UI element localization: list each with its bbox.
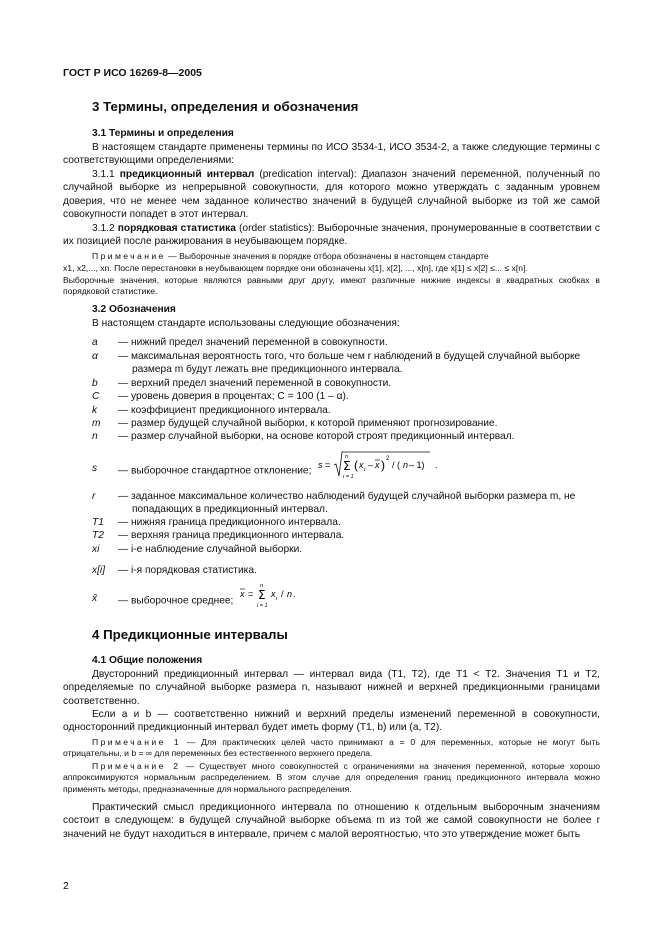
- symbol-r: r: [92, 491, 96, 502]
- svg-text:s: s: [318, 460, 323, 470]
- note-1-label: Примечание 1: [92, 737, 182, 747]
- term-3-1-1-number: 3.1.1: [92, 169, 115, 180]
- svg-text:x: x: [271, 589, 276, 599]
- svg-text:=: =: [248, 589, 254, 599]
- symbol-x-order: x[i]: [92, 565, 106, 576]
- symbol-c-definition: — уровень доверия в процентах; C = 100 (1 – α).: [118, 391, 349, 402]
- symbol-xi: xi: [92, 544, 100, 555]
- svg-text:/ (: / (: [392, 460, 401, 470]
- note-label: Примечание: [92, 251, 166, 261]
- note-text-2: x1, x2,..., xn. После перестановки в неубывающем порядке они обозначены x[1], x[2], ..., x[n], где x[1] ≤ x[2] ≤... ≤ x[n].: [63, 263, 528, 273]
- svg-text:.: .: [293, 589, 296, 599]
- symbol-n-definition: — размер случайной выборки, на основе которой строят предикционный интервал.: [118, 431, 515, 442]
- svg-text:2: 2: [386, 456, 390, 462]
- svg-text:.: .: [435, 460, 438, 470]
- symbol-alpha: α: [92, 351, 98, 362]
- std-dev-formula: [318, 450, 448, 480]
- note-2-text: — Существует много совокупностей с ограничениями на значения переменной, которые хорошо аппроксимируются нормальным распределением. В этом случае для определения границ предикционного интервала можно применять методы, предназначенные для нормального распределения.: [63, 761, 600, 794]
- paragraph-two-sided-interval: Двусторонний предикционный интервал — интервал вида (T1, T2), где T1 < T2. Значения T1 и T2, определяемые по случайной выборке размера n, называют нижней и верхней предикционными границами соответственно.: [63, 669, 600, 707]
- note-2-label: Примечание 2: [92, 761, 181, 771]
- svg-text:x: x: [375, 460, 380, 470]
- svg-text:n: n: [403, 460, 409, 470]
- svg-text:i = 1: i = 1: [343, 474, 354, 480]
- symbol-b-definition: — верхний предел значений переменной в совокупности.: [118, 378, 392, 389]
- term-3-1-1: [63, 168, 600, 222]
- section-4-title: 4 Предикционные интервалы: [92, 627, 288, 642]
- svg-text:–: –: [368, 460, 374, 470]
- section-3-1-title: 3.1 Термины и определения: [92, 128, 234, 139]
- symbol-a: a: [92, 337, 98, 348]
- symbol-k: k: [92, 405, 98, 416]
- symbol-x-mean: x̄: [92, 593, 98, 604]
- section-3-1-intro: В настоящем стандарте применены термины по ИСО 3534-1, ИСО 3534-2, а также следующие термины с соответствующими определениями:: [63, 142, 600, 167]
- section-3-title: 3 Термины, определения и обозначения: [92, 99, 359, 114]
- svg-text:=: =: [325, 460, 331, 470]
- section-3-2-intro: В настоящем стандарте использованы следующие обозначения:: [92, 318, 400, 329]
- symbol-x-order-definition: — i-я порядковая статистика.: [118, 565, 257, 576]
- svg-text:n: n: [260, 583, 264, 589]
- svg-text:– 1): – 1): [409, 460, 425, 470]
- note-1: [63, 737, 600, 760]
- symbol-m: m: [92, 418, 101, 429]
- term-3-1-2-number: 3.1.2: [92, 223, 115, 234]
- symbol-a-definition: — нижний предел значений переменной в совокупности.: [118, 337, 388, 348]
- term-3-1-2: [63, 222, 600, 249]
- symbol-c: C: [92, 391, 100, 402]
- svg-text:i: i: [364, 467, 366, 473]
- symbol-xi-definition: — i-е наблюдение случайной выборки.: [118, 544, 303, 555]
- svg-text:): ): [381, 458, 386, 472]
- symbol-r-definition: — заданное максимальное количество наблюдений будущей случайной выборки размера m, не попадающих в предикционный интервал.: [118, 491, 576, 516]
- svg-text:i: i: [276, 596, 278, 602]
- svg-text:n: n: [345, 454, 349, 460]
- note-text-1: — Выборочные значения в порядке отбора обозначены в настоящем стандарте: [168, 251, 489, 261]
- document-header: ГОСТ Р ИСО 16269-8—2005: [63, 67, 202, 79]
- section-4-1-title: 4.1 Общие положения: [92, 655, 203, 666]
- svg-text:Σ: Σ: [258, 588, 266, 602]
- note-text-3: Выборочные значения, которые являются равными друг другу, имеют различные нижние индексы в квадратных скобках в порядковой статистике.: [63, 275, 600, 297]
- term-3-1-1-definition: (predication interval): Диапазон значений переменной, полученный по случайной выборке из непрерывной совокупности, для которого можно утверждать с заданным уровнем доверия, что не менее чем заданное количество значений в будущей случайной выборке из той же самой совокупности попадет в этот интервал.: [63, 169, 600, 221]
- svg-text:Σ: Σ: [343, 459, 351, 473]
- symbol-t1-definition: — нижняя граница предикционного интервала.: [118, 517, 341, 528]
- symbol-k-definition: — коэффициент предикционного интервала.: [118, 405, 331, 416]
- symbol-s: s: [92, 463, 98, 474]
- note-2: [63, 761, 600, 795]
- symbol-n: n: [92, 431, 98, 442]
- term-3-1-2-definition: (order statistics): Выборочные значения, пронумерованные в соответствии с их позицией после ранжирования в неубывающем порядке.: [63, 223, 600, 248]
- svg-text:n: n: [287, 589, 293, 599]
- svg-text:x: x: [359, 460, 364, 470]
- paragraph-practical-meaning: Практический смысл предикционного интервала по отношению к отдельным выборочным значениям состоит в следующем: в будущей случайной выборке объема m из той же самой совокупности не более r значений не будут находиться в интервале, причем с малой вероятностью, что это утверждение может быть: [63, 802, 600, 840]
- svg-text:x: x: [240, 589, 245, 599]
- symbol-b: b: [92, 378, 98, 389]
- symbol-s-definition: — выборочное стандартное отклонение; s = n Σ i = 1 ( x i – x ) 2 / ( n – 1) .: [118, 462, 600, 480]
- symbol-x-mean-definition: — выборочное среднее; x = n Σ i = 1 x i / n .: [118, 592, 600, 610]
- symbol-t2-definition: — верхняя граница предикционного интервала.: [118, 530, 345, 541]
- paragraph-one-sided-interval: Если a и b — соответственно нижний и верхний пределы изменений переменной в совокупности, односторонний предикционный интервал будет иметь форму (T1, b) или (a, T2).: [63, 709, 600, 734]
- section-3-2-title: 3.2 Обозначения: [92, 304, 176, 315]
- symbol-m-definition: — размер будущей случайной выборки, к которой применяют прогнозирование.: [118, 418, 498, 429]
- note-1-text: — Для практических целей часто принимают a = 0 для переменных, которые не могут быть отрицательны, и b = ∞ для переменных без естественного верхнего предела.: [63, 737, 600, 759]
- symbol-t2: T2: [92, 530, 104, 541]
- page-number: 2: [63, 880, 69, 892]
- term-3-1-2-name: порядковая статистика: [117, 223, 236, 234]
- symbol-alpha-definition: — максимальная вероятность того, что больше чем r наблюдений в будущей случайной выборке размера m будут лежать вне предикционного интервала.: [118, 351, 581, 376]
- svg-text:(: (: [354, 458, 359, 472]
- symbol-t1: T1: [92, 517, 104, 528]
- svg-text:i = 1: i = 1: [257, 603, 268, 609]
- svg-text:/: /: [281, 589, 284, 599]
- sample-mean-formula: [240, 580, 320, 610]
- term-3-1-1-name: предикционный интервал: [119, 169, 255, 180]
- note-order-statistics: [63, 251, 600, 262]
